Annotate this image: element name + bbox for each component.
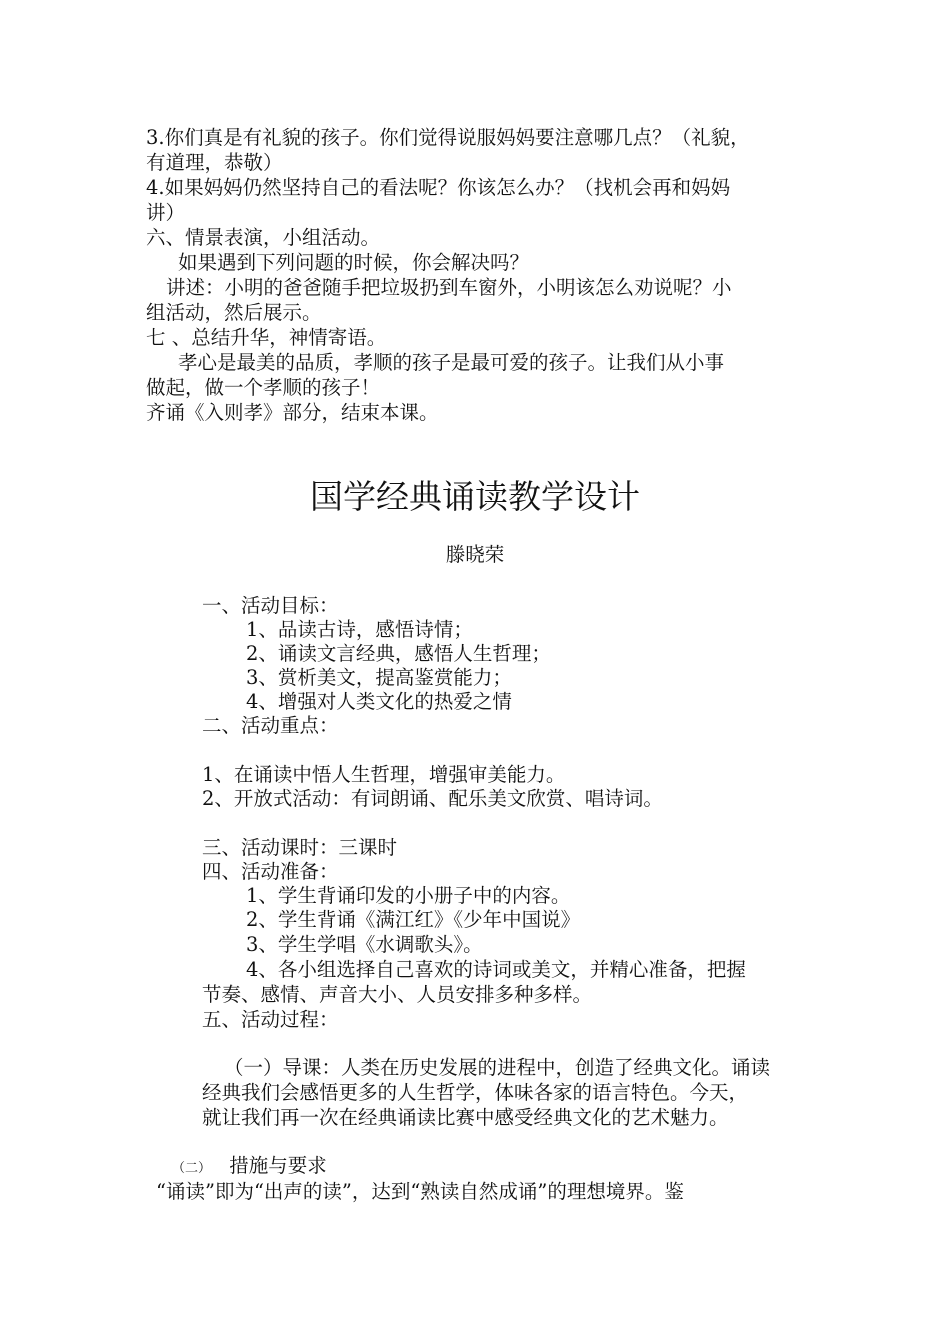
- section-heading: 一、活动目标：: [202, 594, 339, 617]
- text-line: 做起，做一个孝顺的孩子！: [146, 376, 381, 399]
- list-item: 3、学生学唱《水调歌头》。: [246, 933, 483, 956]
- paragraph-line: 就让我们再一次在经典诵读比赛中感受经典文化的艺术魅力。: [202, 1106, 729, 1129]
- paragraph-line: 经典我们会感悟更多的人生哲学，体味各家的语言特色。今天，: [202, 1081, 749, 1104]
- text-line: 4.如果妈妈仍然坚持自己的看法呢？你该怎么办？（找机会再和妈妈: [146, 176, 731, 199]
- text-line: 组活动，然后展示。: [146, 301, 322, 324]
- subsection-title: 措施与要求: [229, 1154, 327, 1177]
- section-heading: 四、活动准备：: [202, 860, 339, 883]
- author-name: 滕晓荣: [445, 543, 505, 566]
- text-line: 讲述：小明的爸爸随手把垃圾扔到车窗外，小明该怎么劝说呢？小: [166, 276, 732, 299]
- text-line: 节奏、感情、声音大小、人员安排多种多样。: [202, 983, 593, 1006]
- list-item: 4、增强对人类文化的热爱之情: [246, 690, 512, 713]
- list-item: 1、在诵读中悟人生哲理，增强审美能力。: [202, 763, 566, 786]
- list-item: 2、学生背诵《满江红》《少年中国说》: [246, 908, 581, 931]
- list-item: 2、开放式活动：有词朗诵、配乐美文欣赏、唱诗词。: [202, 787, 663, 810]
- list-item: 3、赏析美文，提高鉴赏能力；: [246, 666, 512, 689]
- list-item: 2、诵读文言经典，感悟人生哲理；: [246, 642, 551, 665]
- text-line: 3.你们真是有礼貌的孩子。你们觉得说服妈妈要注意哪几点？（礼貌，: [146, 126, 750, 149]
- subsection-number: （二）: [172, 1161, 212, 1176]
- subsection-heading: [172, 1154, 327, 1181]
- list-item: 1、学生背诵印发的小册子中的内容。: [246, 884, 571, 907]
- section-heading: 五、活动过程：: [202, 1008, 339, 1031]
- list-item: 1、品读古诗，感悟诗情；: [246, 618, 473, 641]
- section-heading: 三、活动课时：三课时: [202, 836, 398, 859]
- section-heading: 二、活动重点：: [202, 714, 339, 737]
- section-heading: 七 、总结升华，神情寄语。: [146, 326, 387, 349]
- paragraph-line: （一）导课：人类在历史发展的进程中，创造了经典文化。诵读: [224, 1056, 771, 1079]
- section-heading: 六、情景表演，小组活动。: [146, 226, 381, 249]
- text-line: 齐诵《入则孝》部分，结束本课。: [146, 401, 439, 424]
- text-line: 孝心是最美的品质，孝顺的孩子是最可爱的孩子。让我们从小事: [178, 351, 725, 374]
- text-line: 讲）: [146, 201, 186, 224]
- text-line: 有道理，恭敬）: [146, 151, 283, 174]
- document-title: 国学经典诵读教学设计: [310, 477, 640, 516]
- paragraph-line: “诵读”即为“出声的读”，达到“熟读自然成诵”的理想境界。鉴: [156, 1180, 684, 1203]
- list-item: 4、各小组选择自己喜欢的诗词或美文，并精心准备，把握: [246, 958, 746, 981]
- text-line: 如果遇到下列问题的时候，你会解决吗？: [178, 251, 530, 274]
